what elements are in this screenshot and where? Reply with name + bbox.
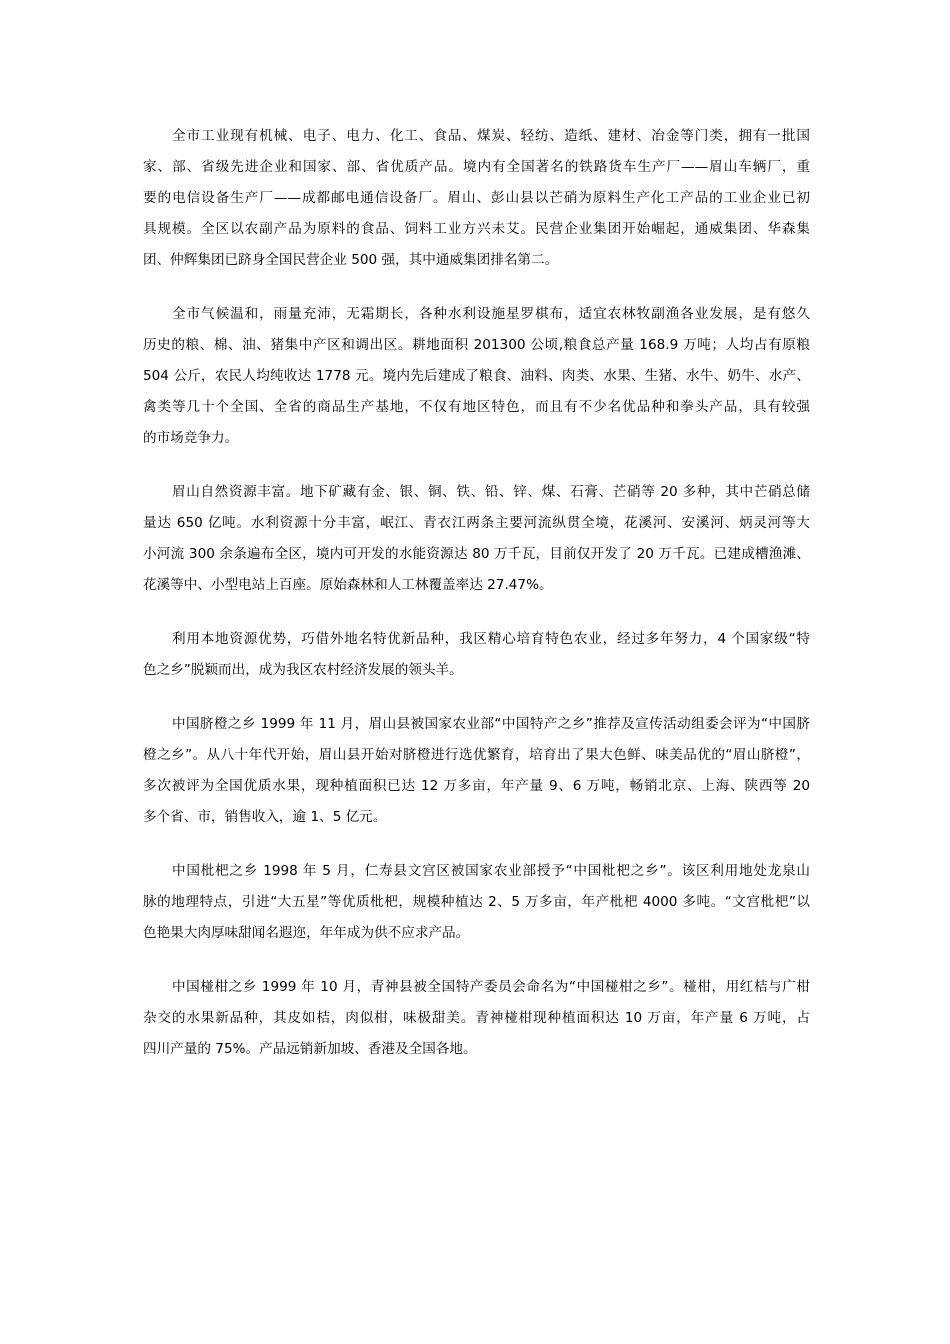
text-line: 全市工业现有机械、电子、电力、化工、食品、煤炭、轻纺、造纸、建材、冶金等门类，拥有一批国 — [172, 128, 810, 144]
text-line: 要的电信设备生产厂——成都邮电通信设备厂。眉山、彭山县以芒硝为原料生产化工产品的工业企业已初 — [143, 190, 810, 206]
text-line: 历史的粮、棉、油、猪集中产区和调出区。耕地面积 201300 公顷,粮食总产量 168.9 万吨；人均占有原粮 — [143, 337, 810, 353]
text-line: 全市气候温和，雨量充沛，无霜期长，各种水利设施星罗棋布，适宜农林牧副渔各业发展，是有悠久 — [172, 306, 810, 322]
paragraph-navel-orange — [143, 709, 810, 833]
text-line: 脉的地理特点，引进“大五星”等优质枇杷，规模种植达 2、5 万多亩，年产枇杷 4000 多吨。“文宫枇杷”以 — [143, 894, 810, 910]
text-line: 504 公斤，农民人均纯收达 1778 元。境内先后建成了粮食、油料、肉类、水果、生猪、水牛、奶牛、水产、 — [143, 368, 810, 384]
paragraph-ponkan — [143, 972, 810, 1065]
document-body — [143, 121, 810, 1088]
text-line: 色之乡”脱颖而出，成为我区农村经济发展的领头羊。 — [143, 662, 463, 678]
text-line: 多次被评为全国优质水果，现种植面积已达 12 万多亩，年产量 9、6 万吨，畅销北京、上海、陕西等 20 — [143, 778, 810, 794]
paragraph-specialty-agriculture — [143, 624, 810, 686]
text-line: 具规模。全区以农副产品为原料的食品、饲料工业方兴未艾。民营企业集团开始崛起，通威集团、华森集 — [143, 221, 810, 237]
text-line: 中国椪柑之乡 1999 年 10 月，青神县被全国特产委员会命名为“中国椪柑之乡”。椪柑，用红桔与广柑 — [172, 979, 810, 995]
text-line: 中国脐橙之乡 1999 年 11 月，眉山县被国家农业部“中国特产之乡”推荐及宣传活动组委会评为“中国脐 — [172, 716, 810, 732]
text-line: 家、部、省级先进企业和国家、部、省优质产品。境内有全国著名的铁路货车生产厂——眉山车辆厂，重 — [143, 159, 810, 175]
text-line: 团、仲辉集团已跻身全国民营企业 500 强，其中通威集团排名第二。 — [143, 252, 559, 268]
text-line: 橙之乡”。从八十年代开始，眉山县开始对脐橙进行选优繁育，培育出了果大色鲜、味美品优的“眉山脐橙”， — [143, 747, 810, 763]
text-line: 小河流 300 余条遍布全区，境内可开发的水能资源达 80 万千瓦，目前仅开发了 20 万千瓦。已建成槽渔滩、 — [143, 546, 810, 562]
text-line: 多个省、市，销售收入，逾 1、5 亿元。 — [143, 809, 387, 825]
text-line: 四川产量的 75%。产品远销新加坡、香港及全国各地。 — [143, 1041, 477, 1057]
text-line: 杂交的水果新品种，其皮如桔，肉似柑，味极甜美。青神椪柑现种植面积达 10 万亩，年产量 6 万吨，占 — [143, 1010, 810, 1026]
text-line: 眉山自然资源丰富。地下矿藏有金、银、铜、铁、铅、锌、煤、石膏、芒硝等 20 多种，其中芒硝总储 — [172, 484, 810, 500]
text-line: 花溪等中、小型电站上百座。原始森林和人工林覆盖率达 27.47%。 — [143, 577, 553, 593]
text-line: 量达 650 亿吨。水利资源十分丰富，岷江、青衣江两条主要河流纵贯全境，花溪河、安溪河、炳灵河等大 — [143, 515, 810, 531]
paragraph-loquat — [143, 856, 810, 949]
paragraph-agriculture — [143, 299, 810, 454]
text-line: 利用本地资源优势，巧借外地名特优新品种，我区精心培育特色农业，经过多年努力，4 个国家级“特 — [172, 631, 810, 647]
text-line: 色艳果大肉厚味甜闻名遐迩，年年成为供不应求产品。 — [143, 925, 470, 941]
paragraph-natural-resources — [143, 477, 810, 601]
text-line: 禽类等几十个全国、全省的商品生产基地，不仅有地区特色，而且有不少名优品种和拳头产品，具有较强 — [143, 399, 810, 415]
paragraph-industry — [143, 121, 810, 276]
text-line: 的市场竞争力。 — [143, 430, 239, 446]
text-line: 中国枇杷之乡 1998 年 5 月，仁寿县文宫区被国家农业部授予“中国枇杷之乡”。该区利用地处龙泉山 — [172, 863, 810, 879]
